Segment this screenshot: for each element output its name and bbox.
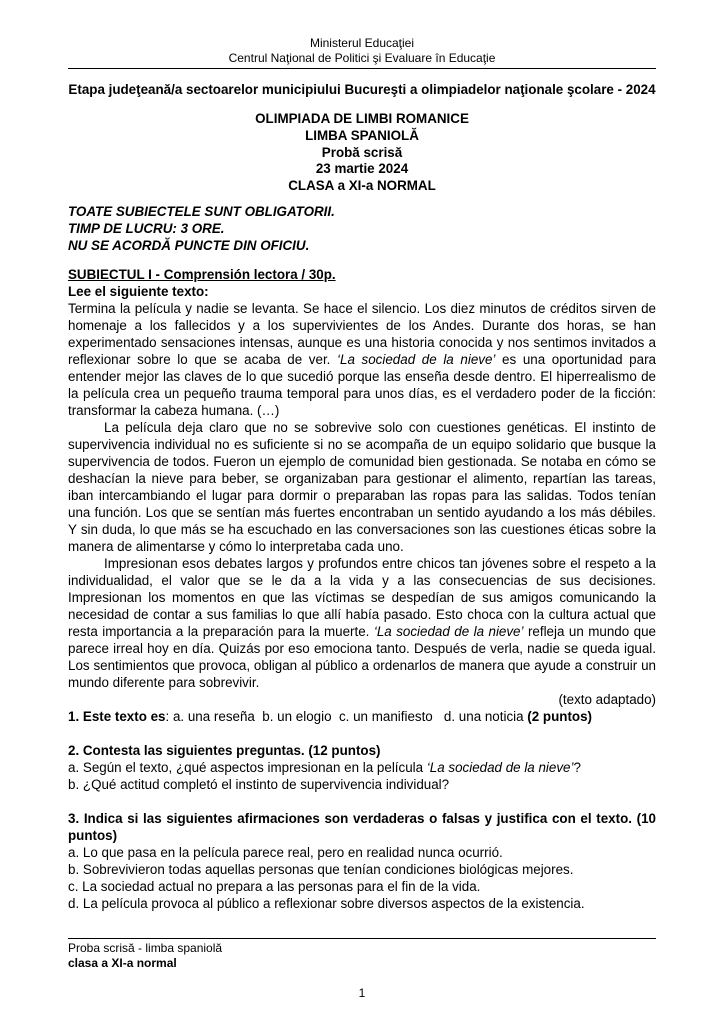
exam-date: 23 martie 2024	[315, 161, 409, 177]
question-2a-text: a. Según el texto, ¿qué aspectos impresionan en la película	[68, 760, 427, 776]
subject1-heading: SUBIECTUL I - Comprensión lectora / 30p.	[68, 267, 336, 283]
footer-rule	[68, 938, 656, 939]
question-2a-end: ?	[573, 760, 581, 776]
ministry-name: Ministerul Educaţiei	[309, 36, 415, 50]
page-number: 1	[358, 986, 366, 1000]
reading-paragraph-1	[68, 300, 656, 419]
instruction-mandatory: TOATE SUBIECTELE SUNT OBLIGATORII.	[68, 203, 335, 219]
reading-paragraph-2: La película deja claro que no se sobrevive solo con cuestiones genéticas. El instinto de supervivencia individual no es suficiente si no se acompaña de un equipo solidario que busque la supervivencia de todos. Fueron un ejemplo de comunidad bien gestionada. Se notaba en cómo se deshacían la nieve para beber, se organizaban para gestionar el alimento, repartían las tareas, iban intercambiando el lugar para dormir o preparaban las ropas para las salidas. Todos tenían una función. Los que se sentían más fuertes encontraban un sentido ayudando a los más débiles. Y sin duda, lo que más se ha escuchado en las conversaciones son las cuestiones éticas sobre la manera de alimentarse y cómo lo interpretaba cada uno.	[68, 420, 656, 555]
question-2	[68, 742, 656, 793]
header-rule	[68, 68, 656, 69]
footer-exam-label: Proba scrisă - limba spaniolă	[68, 941, 223, 955]
page-footer	[68, 938, 656, 970]
exam-type: Probă scrisă	[321, 144, 403, 160]
instruction-time: TIMP DE LUCRU: 3 ORE.	[68, 220, 225, 236]
p1-text-end: es una oportunidad para entender mejor las claves de lo que sucedió porque las enseña desde dentro. El hiperrealismo de la película crea un pequeño trauma temporal para unos días, es el verdadero poder de la ficción: transformar la cabeza humana. (…)	[68, 352, 656, 419]
question-1-label: 1. Este texto es	[68, 709, 166, 725]
adapted-note: (texto adaptado)	[558, 692, 656, 708]
question-1-options: : a. una reseña b. un elogio c. un manifiesto d. una noticia	[165, 709, 528, 725]
exam-instructions	[68, 204, 656, 254]
language-title: LIMBA SPANIOLĂ	[305, 127, 419, 143]
olympiad-title: OLIMPIADA DE LIMBI ROMANICE	[255, 111, 469, 126]
p3-movie-title: ‘La sociedad de la nieve’	[373, 624, 524, 640]
page-content	[68, 36, 656, 912]
question-1	[68, 708, 656, 725]
question-3	[68, 810, 656, 912]
instruction-points: NU SE ACORDĂ PUNCTE DIN OFICIU.	[68, 237, 310, 253]
class-level: CLASA a XI-a NORMAL	[288, 178, 436, 194]
footer-class-label: clasa a XI-a normal	[68, 955, 177, 970]
center-name: Centrul Naţional de Politici şi Evaluare în Educaţie	[228, 51, 496, 65]
question-1-points: (2 puntos)	[527, 709, 593, 725]
reading-paragraph-3	[68, 555, 656, 691]
reading-intro: Lee el siguiente texto:	[68, 284, 209, 300]
question-2-heading: 2. Contesta las siguientes preguntas. (12 puntos)	[68, 743, 381, 759]
question-3-item-c: c. La sociedad actual no prepara a las personas para el fin de la vida.	[68, 879, 481, 895]
document-header	[68, 36, 656, 66]
question-3-item-a: a. Lo que pasa en la película parece real, pero en realidad nunca ocurrió.	[68, 845, 503, 861]
title-block	[68, 111, 656, 195]
p1-movie-title: ‘La sociedad de la nieve’	[337, 352, 496, 368]
question-3-item-b: b. Sobrevivieron todas aquellas personas que tenían condiciones biológicas mejores.	[68, 862, 574, 878]
stage-title: Etapa judeţeană/a sectoarelor municipiului Bucureşti a olimpiadelor naţionale şcolare - 2024	[68, 82, 656, 97]
question-2a	[68, 759, 656, 776]
question-2b: b. ¿Qué actitud completó el instinto de supervivencia individual?	[68, 777, 450, 793]
p1-text-start: Termina la película y nadie se levanta. Se hace el silencio. Los diez minutos de créditos sirven de homenaje a los fallecidos y a los supervivientes de los Andes. Durante dos horas, se han experimentado sensaciones intensas, aunque es una historia conocida y nos sentimos invitados a reflexionar sobre lo que se acaba de ver.	[68, 301, 656, 368]
question-2a-movie-title: ‘La sociedad de la nieve’	[426, 760, 574, 776]
p3-text-end: refleja un mundo que parece irreal hoy en día. Quizás por eso emociona tanto. Después de verla, nadie se queda igual. Los sentimientos que provoca, obligan al público a ordenarlos de manera que ayude a construir un mundo diferente para sobrevivir.	[68, 624, 656, 691]
question-3-item-d: d. La película provoca al público a reflexionar sobre diversos aspectos de la existencia.	[68, 896, 585, 912]
question-3-heading: 3. Indica si las siguientes afirmaciones son verdaderas o falsas y justifica con el texto. (10 puntos)	[68, 811, 656, 844]
p3-text-start: Impresionan esos debates largos y profundos entre chicos tan jóvenes sobre el respeto a la individualidad, el valor que se le da a la vida y a las consecuencias de sus decisiones. Impresionan los momentos en que las víctimas se despedían de sus amigos comunicando la necesidad de contar a sus familias lo que allí había pasado. Esto choca con la cultura actual que resta importancia a la preparación para la muerte.	[68, 556, 656, 640]
